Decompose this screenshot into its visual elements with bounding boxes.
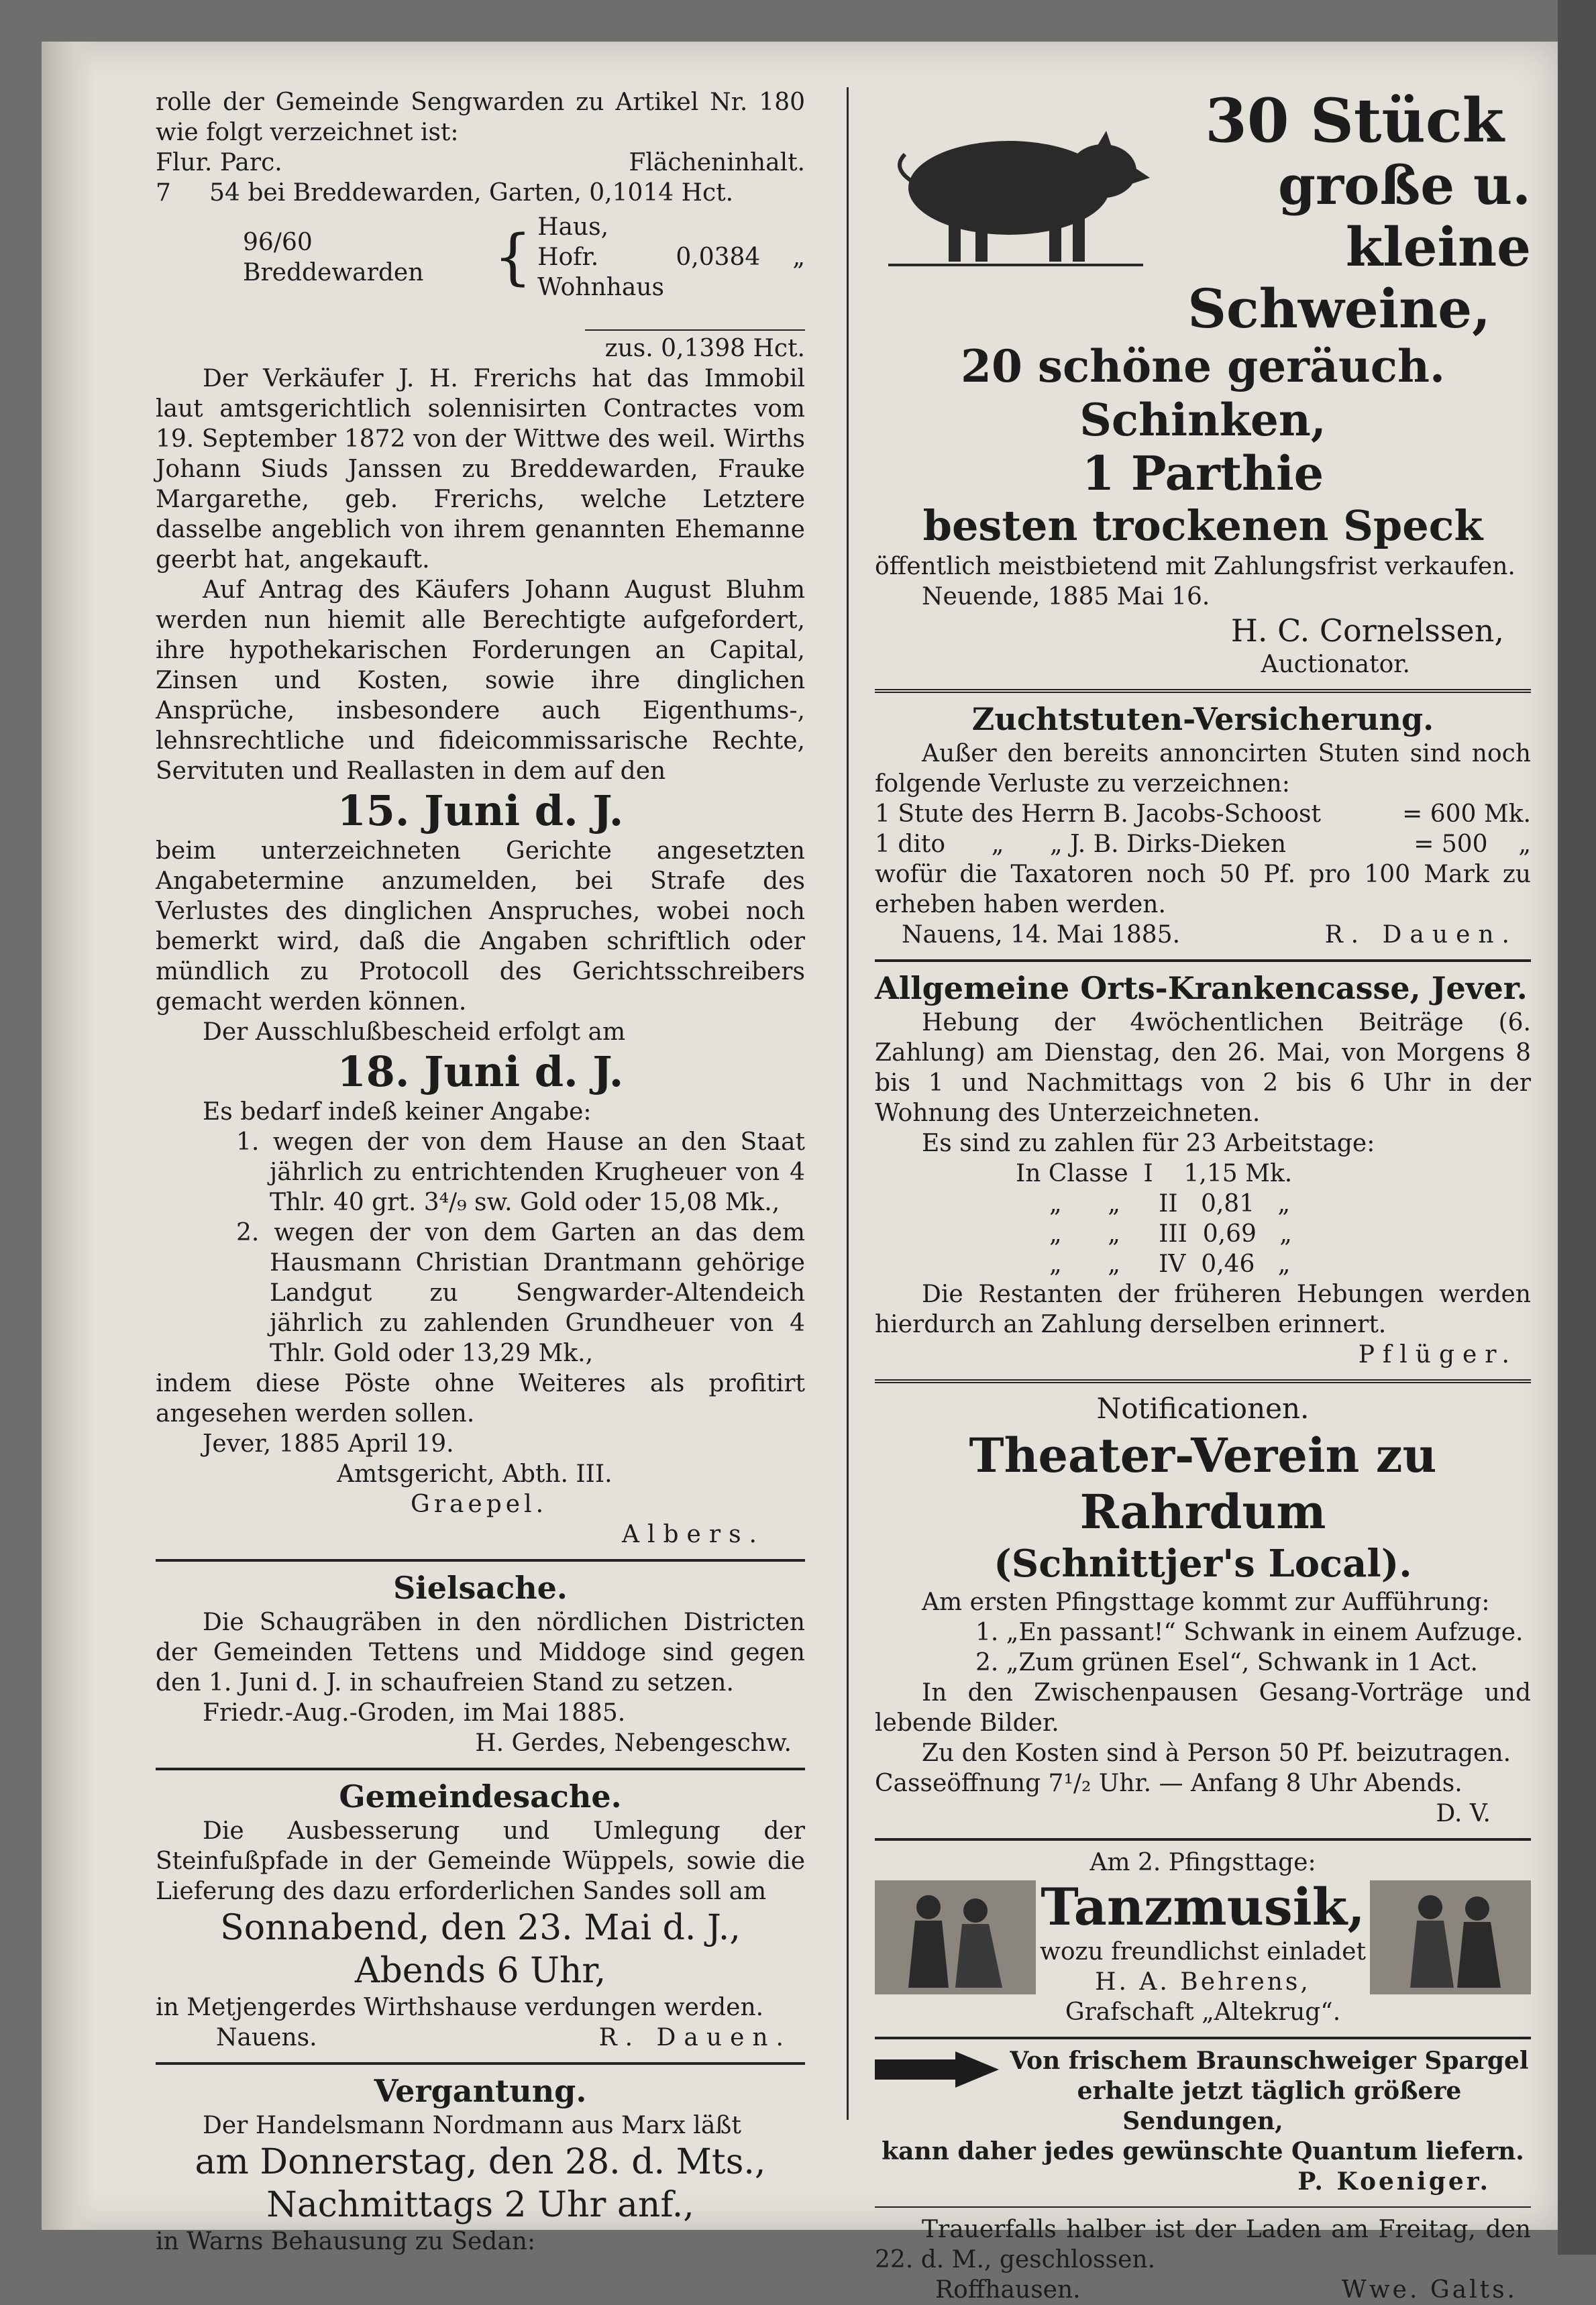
section-rule [875, 2037, 1531, 2039]
notice-paragraph-3: beim unterzeichneten Gerichte angesetzten Angabetermine anzumelden, bei Strafe des Verlustes des dinglichen Anspruches, wobei noch bemerkt wird, daß die Angaben schriftlich oder mündlich zu Protocoll des Gerichtsschreibers gemacht werden können. [156, 837, 805, 1016]
siel-heading: Sielsache. [393, 1570, 568, 1606]
land-total: zus. 0,1398 Hct. [585, 329, 805, 364]
pig-role: Auctionator. [1261, 651, 1410, 678]
gemeinde-text: Die Ausbesserung und Umlegung der Steinfußpfade in der Gemeinde Wüppels, sowie die Lieferung des dazu erforderlichen Sandes soll am [156, 1817, 805, 1905]
pig-text: öffentlich meistbietend mit Zahlungsfrist verkaufen. [875, 553, 1515, 580]
pig-line-6: besten trockenen Speck [922, 501, 1483, 550]
land-header [156, 148, 805, 178]
exemption-item-2: 2. wegen der von dem Garten an das dem Hausmann Christian Drantmann gehörige Landgut zu Sengwarder-Altendeich jährlich zu zahlenden Grundheuer von 4 Thlr. Gold oder 13,29 Mk., [236, 1219, 805, 1367]
tanz-advert [875, 1847, 1531, 2027]
brace: { [493, 221, 533, 292]
theater-text-2: In den Zwischenpausen Gesang-Vorträge und lebende Bilder. [875, 1679, 1531, 1737]
land-header-area: Flächeninhalt. [629, 149, 805, 176]
kk-signature: Pflüger. [1358, 1341, 1518, 1369]
zucht-row-2 [875, 829, 1531, 859]
spargel-signature: P. Koeniger. [1297, 2167, 1491, 2196]
notice-judge: Graepel. [411, 1491, 548, 1518]
kk-class-4: „ „ IV 0,46 „ [1049, 1250, 1291, 1278]
notice-paragraph-2: Auf Antrag des Käufers Johann August Bluhm werden nun hiemit alle Berechtigte aufgefordert, ihre hypothekarischen Forderungen an Capital, Zinsen und Kosten, sowie ihre dinglichen Ansprüche, insbesondere auch Eigenthums-, lehnsrechtliche und fideicommissarische Rechte, Servituten und Reallasten in dem auf den [156, 576, 805, 785]
zucht-signature: R. Dauen. [1324, 921, 1518, 949]
trauer-footer [875, 2275, 1531, 2305]
section-rule [875, 689, 1531, 693]
section-rule [875, 959, 1531, 962]
gemeinde-date: Sonnabend, den 23. Mai d. J., [220, 1908, 741, 1948]
land-header-flur: Flur. Parc. [156, 149, 282, 176]
gemeinde-text-2: in Metjengerdes Wirthshause verdungen werden. [156, 1994, 764, 2021]
vergantung-text-2: in Warns Behausung zu Sedan: [156, 2228, 536, 2255]
deadline-date-1: 15. Juni d. J. [337, 786, 624, 835]
land-row-2-kind-2: Wohnhaus [537, 274, 664, 301]
pig-illustration [875, 87, 1157, 282]
siel-text: Die Schaugräben in den nördlichen Districten der Gemeinden Tettens und Middoge sind gegen den 1. Juni d. J. in schaufreien Stand zu setzen. [156, 1609, 805, 1697]
vergantung-text: Der Handelsmann Nordmann aus Marx läßt [203, 2112, 741, 2139]
left-column [156, 87, 805, 2257]
notice-paragraph-5: Es bedarf indeß keiner Angabe: [203, 1098, 592, 1126]
kk-text-2: Es sind zu zahlen für 23 Arbeitstage: [922, 1130, 1375, 1157]
pig-advert [875, 87, 1531, 339]
pig-line-3: Schweine, [1187, 277, 1491, 339]
tanz-line-4: H. A. Behrens, [1095, 1968, 1311, 1996]
tanz-line-1: Am 2. Pfingsttage: [1089, 1849, 1316, 1876]
kk-class-table [1016, 1159, 1531, 1279]
section-rule [156, 2062, 805, 2065]
exemption-item-1: 1. wegen der von dem Hause an den Staat jährlich zu entrichtenden Krugheuer von 4 Thlr. 40 grt. 3⁴/₉ sw. Gold oder 15,08 Mk., [236, 1128, 805, 1216]
land-intro: rolle der Gemeinde Sengwarden zu Artikel Nr. 180 wie folgt verzeichnet ist: [156, 89, 805, 146]
scan-border [1558, 0, 1596, 2255]
trauer-signature: Wwe. Galts. [1341, 2276, 1518, 2304]
column-divider [847, 87, 849, 2120]
notif-heading: Notificationen. [1096, 1392, 1310, 1425]
kk-class-2: „ „ II 0,81 „ [1049, 1190, 1291, 1218]
section-rule [156, 1768, 805, 1770]
zucht-row-1-amount: = 600 Mk. [1402, 800, 1531, 828]
kk-class-3: „ „ III 0,69 „ [1049, 1220, 1292, 1248]
notice-court: Amtsgericht, Abth. III. [337, 1460, 613, 1488]
siel-place: Friedr.-Aug.-Groden, im Mai 1885. [203, 1699, 626, 1727]
gemeinde-time: Abends 6 Uhr, [354, 1951, 606, 1991]
theater-text-3: Zu den Kosten sind à Person 50 Pf. beizutragen. [922, 1739, 1511, 1767]
land-row-2 [243, 212, 805, 303]
notice-paragraph-6: indem diese Pöste ohne Weiteres als profitirt angesehen werden sollen. [156, 1370, 805, 1428]
deadline-date-2: 18. Juni d. J. [337, 1047, 624, 1096]
zucht-row-2-amount: = 500 „ [1414, 830, 1531, 858]
vergantung-time: Nachmittags 2 Uhr anf., [266, 2185, 694, 2225]
dancing-couple-illustration-left [875, 1880, 1036, 1994]
land-row-1: 7 54 bei Breddewarden, Garten, 0,1014 Hct. [156, 179, 734, 207]
theater-text: Am ersten Pfingsttage kommt zur Aufführung: [922, 1589, 1490, 1616]
spargel-line-3: kann daher jedes gewünschte Quantum liefern. [882, 2137, 1524, 2165]
theater-item-2: 2. „Zum grünen Esel“, Schwank in 1 Act. [975, 1649, 1478, 1676]
notice-place-date: Jever, 1885 April 19. [203, 1430, 454, 1458]
land-row-2-kind [537, 212, 670, 303]
theater-subheading: (Schnittjer's Local). [994, 1542, 1412, 1586]
pig-line-5: 1 Parthie [1081, 445, 1324, 501]
zucht-text: Außer den bereits annoncirten Stuten sind noch folgende Verluste zu verzeichnen: [875, 740, 1531, 798]
zucht-text-2: wofür die Taxatoren noch 50 Pf. pro 100 Mark zu erheben haben werden. [875, 861, 1531, 918]
zucht-heading: Zuchtstuten-Versicherung. [971, 701, 1434, 737]
trauer-place: Roffhausen. [935, 2276, 1081, 2304]
notice-paragraph-1: Der Verkäufer J. H. Frerichs hat das Immobil laut amtsgerichtlich solennisirten Contractes vom 19. September 1872 von der Wittwe des weil. Wirths Johann Siuds Janssen zu Breddewarden, Frauke Margarethe, geb. Frerichs, welche Letztere dasselbe angeblich von ihrem genannten Ehemanne geerbt hat, angekauft. [156, 365, 805, 574]
trauer-text: Trauerfalls halber ist der Laden am Freitag, den 22. d. M., geschlossen. [875, 2216, 1531, 2273]
land-row-2-unit: „ [792, 244, 805, 271]
zucht-row-2-label: 1 dito „ „ J. B. Dirks-Dieken [875, 830, 1287, 858]
spargel-line-1: Von frischem Braunschweiger Spargel [1010, 2047, 1529, 2075]
spargel-line-2: erhalte jetzt täglich größere Sendungen, [1077, 2077, 1462, 2135]
section-rule [875, 1838, 1531, 1841]
theater-text-4: Casseöffnung 7¹/₂ Uhr. — Anfang 8 Uhr Abends. [875, 1770, 1462, 1797]
kk-text: Hebung der 4wöchentlichen Beiträge (6. Zahlung) am Dienstag, den 26. Mai, von Morgens 8 bis 1 und Nachmittags von 2 bis 6 Uhr in der Wohnung des Unterzeichneten. [875, 1009, 1531, 1127]
vergantung-heading: Vergantung. [374, 2073, 587, 2109]
theater-heading: Theater-Verein zu Rahrdum [969, 1428, 1437, 1540]
zucht-row-1 [875, 799, 1531, 829]
pig-signature: H. C. Cornelssen, [1230, 612, 1504, 649]
theater-item-1: 1. „En passant!“ Schwank in einem Aufzuge. [975, 1619, 1524, 1646]
tanz-line-2: Tanzmusik, [1041, 1877, 1365, 1937]
zucht-footer [875, 920, 1531, 950]
gemeinde-heading: Gemeindesache. [339, 1778, 622, 1815]
right-column [875, 87, 1531, 2305]
pointing-hand-icon [875, 2046, 1002, 2093]
pig-place: Neuende, 1885 Mai 16. [922, 583, 1210, 610]
gemeinde-place: Nauens. [216, 2024, 317, 2051]
kk-class-1: In Classe I 1,15 Mk. [1016, 1160, 1293, 1187]
kk-heading: Allgemeine Orts-Krankencasse, Jever. [875, 970, 1528, 1006]
siel-signature: H. Gerdes, Nebengeschw. [475, 1729, 792, 1757]
page-binding-shadow [42, 42, 95, 2230]
section-rule [875, 1379, 1531, 1383]
kk-text-3: Die Restanten der früheren Hebungen werden hierdurch an Zahlung derselben erinnert. [875, 1281, 1531, 1338]
notice-paragraph-4: Der Ausschlußbescheid erfolgt am [203, 1018, 626, 1046]
land-row-2-kind-1: Haus, Hofr. [537, 213, 609, 271]
land-row-2-place: 96/60 Breddewarden [243, 228, 424, 286]
gemeinde-footer [156, 2023, 805, 2053]
tanz-line-5: Grafschaft „Altekrug“. [1065, 1998, 1341, 2026]
zucht-row-1-label: 1 Stute des Herrn B. Jacobs-Schoost [875, 800, 1321, 828]
theater-signature: D. V. [1436, 1800, 1491, 1827]
section-rule [875, 2206, 1531, 2208]
exemption-list [236, 1127, 805, 1369]
pig-line-2: große u. kleine [1278, 154, 1531, 278]
dancing-couple-illustration-right [1370, 1880, 1531, 1994]
gemeinde-signature: R. Dauen. [598, 2024, 792, 2051]
section-rule [156, 1559, 805, 1562]
vergantung-date: am Donnerstag, den 28. d. Mts., [195, 2142, 766, 2182]
spargel-advert [875, 2046, 1531, 2197]
land-row-2-area: 0,0384 [676, 244, 761, 271]
notice-clerk: Albers. [622, 1521, 765, 1548]
pig-line-4: 20 schöne geräuch. Schinken, [961, 340, 1445, 446]
tanz-line-3: wozu freundlichst einladet [1040, 1938, 1366, 1966]
pig-line-1: 30 Stück [1205, 87, 1504, 156]
zucht-place: Nauens, 14. Mai 1885. [902, 921, 1181, 949]
tanz-text-block [1036, 1847, 1370, 2027]
